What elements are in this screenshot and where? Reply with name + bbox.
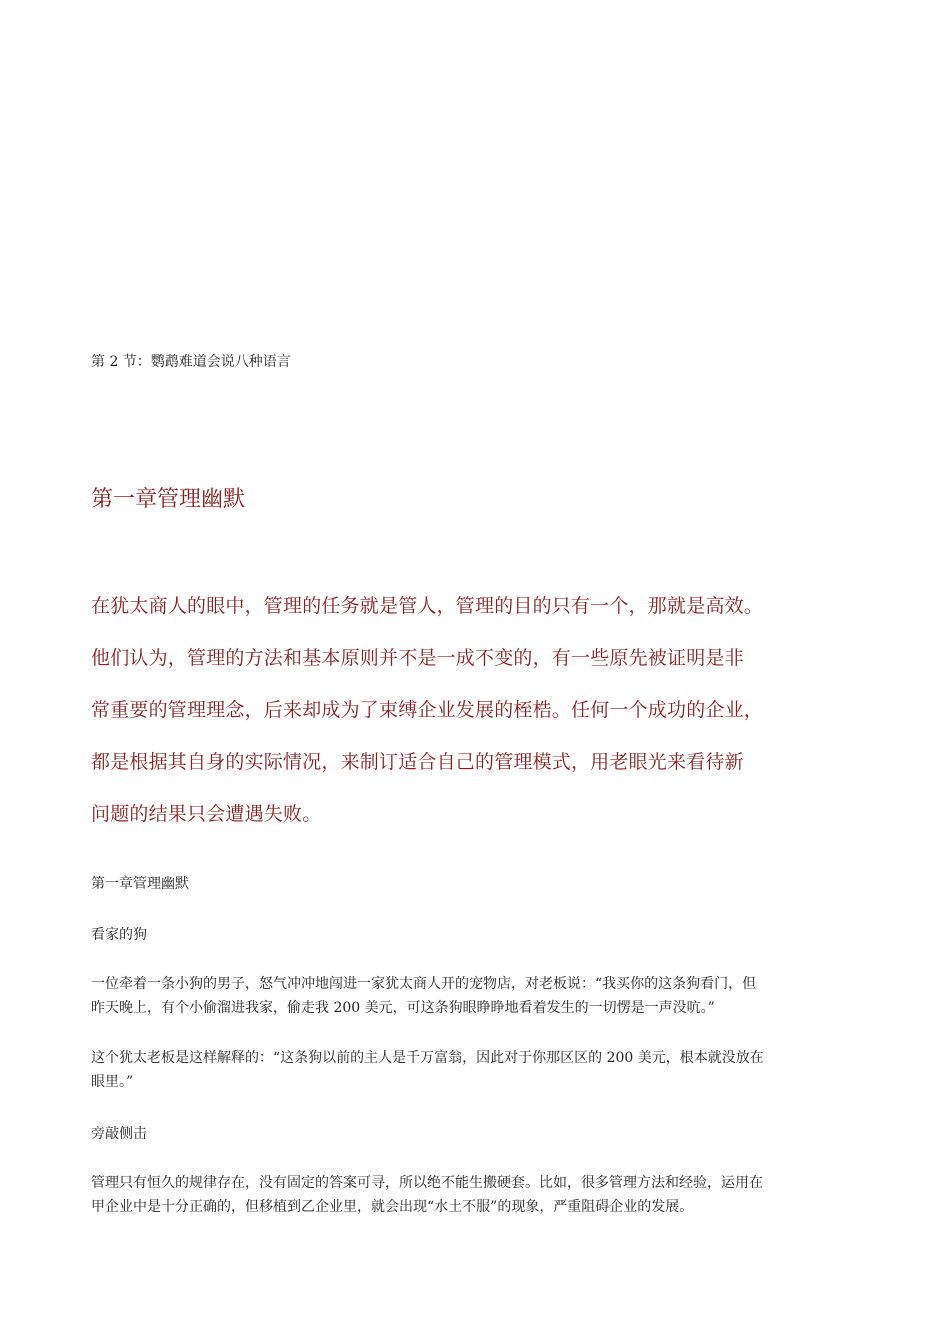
intro-line: 都是根据其自身的实际情况，来制订适合自己的管理模式，用老眼光来看待新 [91, 751, 744, 773]
paragraph-line: 一位牵着一条小狗的男子，怒气冲冲地闯进一家犹太商人开的宠物店，对老板说：“我买你的这条狗看门，但 [91, 976, 757, 992]
story-paragraph-1 [91, 972, 881, 1020]
paragraph-line: 这个犹太老板是这样解释的：“这条狗以前的主人是千万富翁，因此对于你那区区的 200 美元，根本就没放在 [91, 1050, 764, 1066]
chapter-title: 第一章管理幽默 [91, 487, 246, 512]
intro-line: 在犹太商人的眼中，管理的任务就是管人，管理的目的只有一个，那就是高效。 [91, 595, 764, 617]
intro-paragraph [91, 580, 881, 840]
intro-line: 他们认为，管理的方法和基本原则并不是一成不变的，有一些原先被证明是非 [91, 647, 744, 669]
story-paragraph-2 [91, 1046, 881, 1094]
paragraph-line: 管理只有恒久的规律存在，没有固定的答案可寻，所以绝不能生搬硬套。比如，很多管理方法和经验，运用在 [91, 1175, 763, 1191]
commentary-paragraph [91, 1171, 881, 1219]
intro-line: 常重要的管理理念，后来却成为了束缚企业发展的桎梏。任何一个成功的企业， [91, 699, 764, 721]
paragraph-line: 甲企业中是十分正确的，但移植到乙企业里，就会出现“水土不服”的现象，严重阻碍企业的发展。 [91, 1199, 694, 1215]
story-heading: 看家的狗 [91, 927, 147, 943]
section-label: 第 2 节：鹦鹉难道会说八种语言 [91, 354, 291, 370]
commentary-heading: 旁敲侧击 [91, 1126, 147, 1142]
intro-line: 问题的结果只会遭遇失败。 [91, 803, 322, 825]
paragraph-line: 眼里。” [91, 1074, 134, 1090]
paragraph-line: 昨天晚上，有个小偷溜进我家，偷走我 200 美元，可这条狗眼睁睁地看着发生的一切愣是一声没吭。” [91, 1000, 715, 1016]
chapter-title-small: 第一章管理幽默 [91, 876, 189, 892]
